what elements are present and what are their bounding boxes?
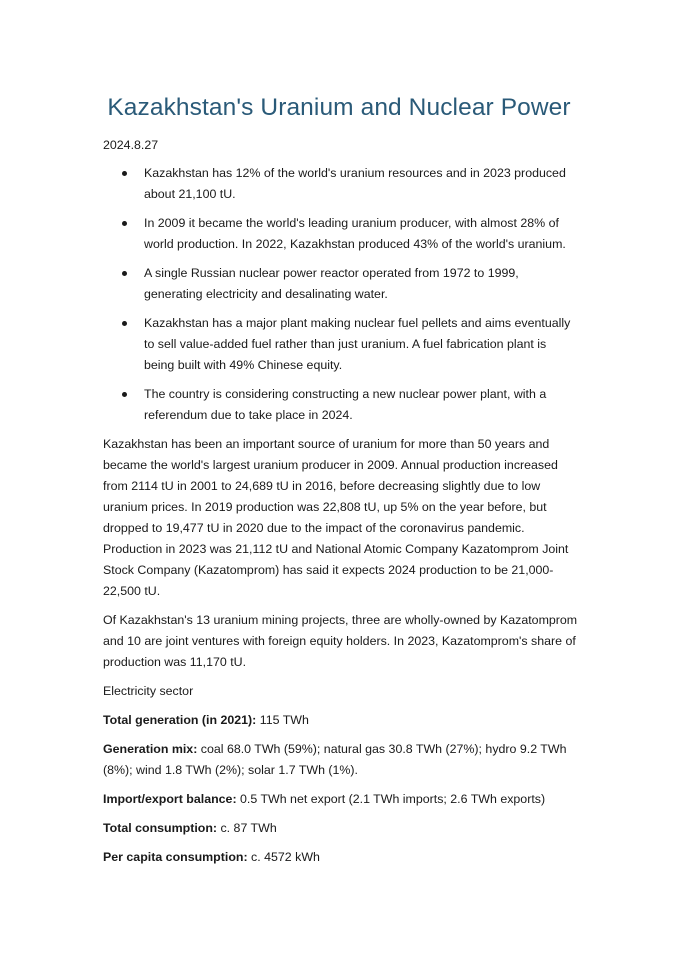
fact-value: c. 87 TWh xyxy=(217,821,277,835)
fact-value: c. 4572 kWh xyxy=(247,850,320,864)
bullet-icon xyxy=(122,321,127,326)
fact-per-capita xyxy=(103,847,578,868)
list-item-text: Kazakhstan has 12% of the world's uranium resources and in 2023 produced about 21,100 tU. xyxy=(144,166,566,201)
list-item xyxy=(103,263,578,305)
list-item-text: Kazakhstan has a major plant making nuclear fuel pellets and aims eventually to sell value-added fuel rather than just uranium. A fuel fabrication plant is being built with 49% Chinese equity. xyxy=(144,316,571,372)
key-points-list xyxy=(103,163,578,426)
list-item-text: In 2009 it became the world's leading uranium producer, with almost 28% of world production. In 2022, Kazakhstan produced 43% of the world's uranium. xyxy=(144,216,566,251)
fact-value: 115 TWh xyxy=(256,713,309,727)
fact-total-consumption xyxy=(103,818,578,839)
list-item xyxy=(103,213,578,255)
fact-generation-mix xyxy=(103,739,578,781)
publish-date: 2024.8.27 xyxy=(103,138,159,152)
paragraph-uranium-history: Kazakhstan has been an important source of uranium for more than 50 years and became the world's largest uranium producer in 2009. Annual production increased from 2114 tU in 2001 to 24,689 tU in 2016, before decreasing slightly due to low uranium prices. In 2019 production was 22,808 tU, up 5% on the year before, but dropped to 19,477 tU in 2020 due to the impact of the coronavirus pandemic. Production in 2023 was 21,112 tU and National Atomic Company Kazatomprom Joint Stock Company (Kazatomprom) has said it expects 2024 production to be 21,000-22,500 tU. xyxy=(103,437,569,598)
fact-label: Per capita consumption: xyxy=(103,850,248,864)
bullet-icon xyxy=(122,171,127,176)
bullet-icon xyxy=(122,392,127,397)
fact-label: Import/export balance: xyxy=(103,792,237,806)
list-item-text: The country is considering constructing a new nuclear power plant, with a referendum due to take place in 2024. xyxy=(144,387,547,422)
bullet-icon xyxy=(122,271,127,276)
fact-value: 0.5 TWh net export (2.1 TWh imports; 2.6 TWh exports) xyxy=(236,792,546,806)
paragraph-mining-projects: Of Kazakhstan's 13 uranium mining projects, three are wholly-owned by Kazatomprom and 10 are joint ventures with foreign equity holders. In 2023, Kazatomprom's share of production was 11,170 tU. xyxy=(103,613,578,669)
section-heading: Electricity sector xyxy=(103,684,194,698)
document-body xyxy=(103,163,578,876)
list-item xyxy=(103,163,578,205)
list-item-text: A single Russian nuclear power reactor operated from 1972 to 1999, generating electricity and desalinating water. xyxy=(144,266,519,301)
fact-label: Total consumption: xyxy=(103,821,218,835)
list-item xyxy=(103,384,578,426)
bullet-icon xyxy=(122,221,127,226)
fact-label: Total generation (in 2021): xyxy=(103,713,257,727)
fact-total-generation xyxy=(103,710,578,731)
page-title: Kazakhstan's Uranium and Nuclear Power xyxy=(107,94,571,121)
fact-value: coal 68.0 TWh (59%); natural gas 30.8 TWh (27%); hydro 9.2 TWh (8%); wind 1.8 TWh (2%); solar 1.7 TWh (1%). xyxy=(103,742,567,777)
fact-label: Generation mix: xyxy=(103,742,198,756)
fact-import-export xyxy=(103,789,578,810)
list-item xyxy=(103,313,578,376)
